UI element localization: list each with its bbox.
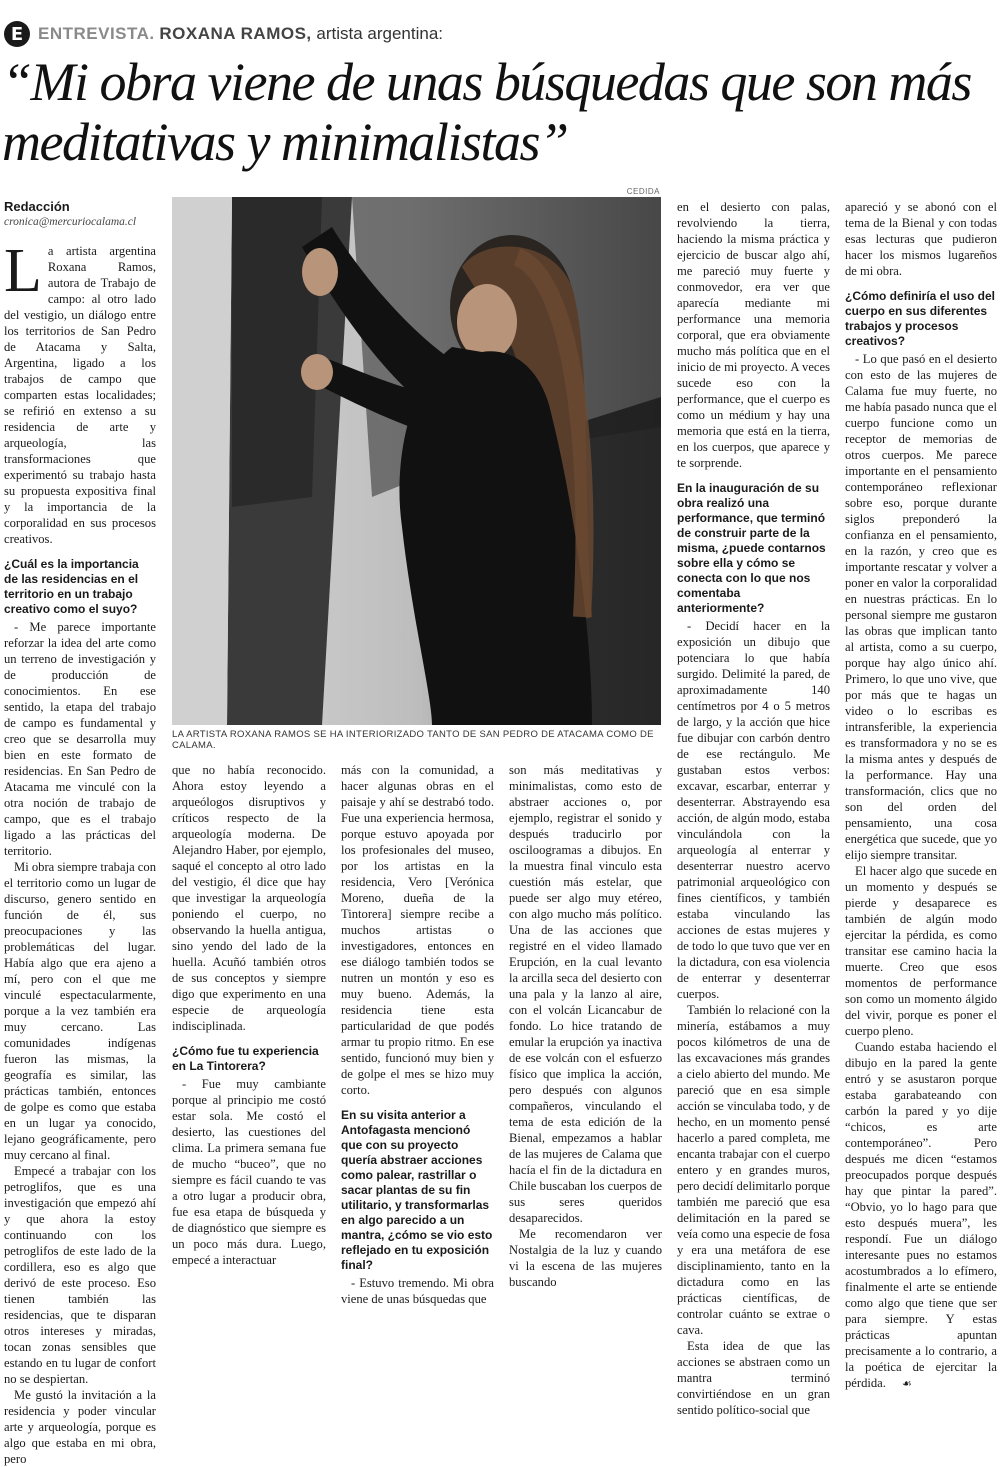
paragraph — [845, 1039, 997, 1392]
paragraph: más con la comunidad, a hacer algunas obras en el paisaje y ahí se destrabó todo. Fue una experiencia hermosa, porque estuvo apoyada por los profesionales del museo, por los artistas en la residencia, Vero [Verónica Moreno, dueña de la Tintorera] siempre recibe a muchos artistas o investigadores, entonces en ese diálogo también todos se nutren un montón y eso es muy bueno. Además, la residencia tiene esta particularidad de que podés armar tu propio ritmo. En ese sentido, funcionó muy bien y de golpe el mes se hizo muy corto. — [341, 763, 494, 1097]
article-column-3 — [341, 762, 494, 1307]
kicker-name: ROXANA RAMOS, — [159, 24, 312, 43]
photo-caption: LA ARTISTA ROXANA RAMOS SE HA INTERIORIZADO TANTO DE SAN PEDRO DE ATACAMA COMO DE CALAMA. — [172, 729, 654, 751]
photo-credit: CEDIDA — [626, 187, 660, 196]
lead-paragraph — [4, 237, 156, 547]
question: En su visita anterior a Antofagasta mencionó que con su proyecto quería abstraer acciones como palear, rastrillar o sacar plantas de su fin utilitario, y transformarlas en algo parecido a un mantra, ¿cómo se vio esto reflejado en tu exposición final? — [341, 1108, 493, 1272]
paragraph: También lo relacioné con la minería, estábamos a muy pocos kilómetros de una de las excavaciones más grandes a cielo abierto del mundo. Me pareció que en esa simple acción se vinculaba todo, y de hecho, en un momento pensé hacerlo a pared completa, me encanta trabajar con el cuerpo entero y en grandes muros, pero decidí delimitarlo porque también me pareció que esa delimitación en la pared se veía como una especie de fosa y era una metáfora de ese disciplinamiento, tanto en la dictadura como en las prácticas científicas, de controlar cuánto se extrae o cava. — [677, 1003, 830, 1337]
byline — [4, 199, 136, 228]
article-column-4 — [509, 762, 662, 1290]
end-mark-icon: ☙ — [901, 1377, 912, 1390]
article-photo — [172, 197, 661, 725]
paragraph: Me recomendaron ver Nostalgia de la luz y cuando vi la escena de las mujeres buscando — [509, 1227, 662, 1289]
paragraph: que no había reconocido. Ahora estoy leyendo a arqueólogos disruptivos y críticos respecto de la arqueología moderna. De Alejandro Haber, por ejemplo, saqué el concepto al otro lado del vestigio, él dice que hay que investigar la arqueología poniendo el cuerpo, no observando la huella antigua, sino yendo del lado de la huella. Acuñó también otros de sus conceptos y siempre digo que experimento en una especie de arqueología indisciplinada. — [172, 763, 326, 1033]
paragraph: Empecé a trabajar con los petroglifos, que es una investigación que empezó ahí y que ahora la estoy continuando con los petroglifos de este lado de la cordillera, eso es algo que derivó de este proceso. Eso tienen también las residencias, que te disparan otros intereses y miradas, tocan zonas sensibles que estando en tu lugar de confort no se despiertan. — [4, 1164, 156, 1386]
drop-cap: L — [4, 237, 42, 305]
question: ¿Cómo definiría el uso del cuerpo en sus diferentes trabajos y procesos creativos? — [845, 289, 996, 348]
paragraph: apareció y se abonó con el tema de la Bienal y con todas esas lecturas que pudieron hacer los mismos lugareños de mi obra. — [845, 200, 997, 278]
byline-author: Redacción — [4, 199, 70, 214]
kicker — [38, 24, 443, 44]
question: ¿Cómo fue tu experiencia en La Tintorera? — [172, 1044, 319, 1073]
paragraph: Me gustó la invitación a la residencia y poder vincular arte y arqueología, porque es algo que estaba en mi obra, pero — [4, 1388, 156, 1466]
paragraph: Mi obra siempre trabaja con el territorio como un lugar de discurso, genero sentido en función de él, sus preocupaciones y las problemáticas del lugar. Había algo que era ajeno a mí, pero con el que me vinculé espectacularmente, porque a la vez también era muy cercano. Las comunidades indígenas fueron las mismas, la geografía es similar, las prácticas también, entonces de golpe es como que estaba en un lugar ya conocido, lejano geográficamente, pero muy cercano al final. — [4, 860, 156, 1162]
paragraph: son más meditativas y minimalistas, como esto de abstraer acciones o, por ejemplo, registrar el sonido y después traducirlo por osciloogramas a dibujos. En la muestra final vinculo esta cuestión más estelar, que puede ser algo muy etéreo, con algo mucho más político. Una de las acciones que registré en el video llamado Erupción, en la cual levanto la arcilla seca del desierto con una pala y la lanzo al aire, con el volcán Licancabur de fondo. Lo hice tratando de emular la erupción ya inactiva de ese volcán con el esfuerzo físico que implica la acción, pero después con algunos compañeros, vinculando el tema de esta edición de la Bienal, empezamos a hablar de las mujeres de Calama que hacía el fin de la dictadura en Chile buscaban los cuerpos de sus seres queridos desaparecidos. — [509, 763, 662, 1225]
question: En la inauguración de su obra realizó una performance, que terminó de construir parte de la misma, ¿puede contarnos sobre ella y cómo se conecta con lo que nos comentaba anteriormente? — [677, 481, 826, 615]
section-badge: E — [4, 21, 30, 47]
closing-text: Cuando estaba haciendo el dibujo en la pared la gente entró y se asustaron porque estaba garabateando con carbón la pared y yo dije “chicos, es arte contemporáneo”. Pero después me dicen “estamos preocupados porque después hay que pintar la pared”. “Obvio, yo lo hago para que esto después muera”, les respondí. Fue un diálogo interesante pues no estamos acostumbrados a lo efímero, finalmente el arte se entiende como algo que tiene que ser para siempre. Y estas prácticas apuntan precisamente a lo contrario, a la poética de ejercitar la pérdida. — [845, 1040, 997, 1390]
paragraph: - Decidí hacer en la exposición un dibujo que potenciara lo que había surgido. Delimité la pared, de aproximadamente 140 centímetros por 4 o 5 metros de largo, y la acción que hice fue dibujar con carbón dentro de ese rectángulo. Me gustaban estos verbos: excavar, escarbar, enterrar y desenterrar. Abstrayendo esa acción, de algún modo, estaba vinculándola con la arqueología al enterrar y desenterrar nuestro acervo patrimonial arqueológico con fines científicos, y también estaba vinculando las acciones de estas mujeres y de todo lo que tuvo que ver en la dictadura, con esa violencia de enterrar y desenterrar cuerpos. — [677, 619, 830, 1001]
paragraph: Esta idea de que las acciones se abstraen como un mantra terminó convirtiéndose en un gran sentido político-social que — [677, 1339, 830, 1417]
section-header — [4, 20, 443, 48]
article-column-5 — [677, 199, 830, 1418]
photo-artist-drawing-icon — [172, 197, 661, 725]
kicker-section: ENTREVISTA. — [38, 24, 155, 43]
article-column-6 — [845, 199, 997, 1392]
question: ¿Cuál es la importancia de las residencias en el territorio en un trabajo creativo como el suyo? — [4, 557, 139, 616]
paragraph: en el desierto con palas, revolviendo la tierra, haciendo la misma práctica y ejercicio de buscar algo ahí, me pareció muy fuerte y conmovedor, era ver que aparecía mediante mi performance una memoria corporal, que era obviamente mucho más política que en el inicio de mi proyecto. A veces sucede eso con la performance, que el cuerpo es como un médium y hay una memoria que está en la tierra, en los cuerpos, que aparece y te sorprende. — [677, 200, 830, 470]
paragraph: - Estuvo tremendo. Mi obra viene de unas búsquedas que — [341, 1276, 494, 1306]
headline: “Mi obra viene de unas búsquedas que son más meditativas y minimalistas” — [2, 52, 971, 172]
paragraph: El hacer algo que sucede en un momento y después se pierde y desaparece es también de algún modo ejercitar la pérdida, es como transitar ese camino hacia la muerte. Creo que esos momentos de performance son como un momento álgido del vivir, porque es poner el cuerpo pleno. — [845, 864, 997, 1038]
article-column-1 — [4, 237, 156, 1467]
paragraph: - Fue muy cambiante porque al principio me costó estar sola. Me costó el desierto, las cuestiones del clima. La primera semana fue de mucho “buceo”, que no siempre es fácil cuando te vas a otro lugar a producir obra, fue esa etapa de búsqueda y de diagnóstico que siempre es un poco más dura. Luego, empecé a interactuar — [172, 1077, 326, 1267]
lead-text: a artista argentina Roxana Ramos, autora de Trabajo de campo: al otro lado del vestigio, un diálogo entre los territorios de San Pedro de Atacama y Salta, Argentina, ligado a los trabajos de campo que comparten estas localidades; se refirió en extenso a su residencia de arte y arqueología, las transformaciones que experimentó su trabajo hasta su propuesta expositiva final y la importancia de la corporalidad en sus procesos creativos. — [4, 244, 156, 546]
paragraph: - Lo que pasó en el desierto con esto de las mujeres de Calama fue muy fuerte, no me había pasado nunca que el cuerpo funcione como un receptor de memorias de otros cuerpos. Me parece importante en el pensamiento contemporáneo reflexionar sobre eso, porque durante siglos preponderó la confianza en el pensamiento, en la razón, y creo que es importante rescatar y volver a poner en valor la corporalidad en nuestras prácticas. En lo personal siempre me gustaron las obras que implican tanto al artista, como a su cuerpo, porque hay algo único ahí. Primero, lo que uno vive, que por más que te hagas un video o lo escribas es intransferible, la experiencia es transformadora y no se es la misma antes y después de la performance. Hay una transformación, clics que no son del orden del pensamiento, una cosa energética que sucede, que yo elijo siempre transitar. — [845, 352, 997, 862]
byline-email[interactable]: cronica@mercuriocalama.cl — [4, 216, 137, 228]
article-column-2 — [172, 762, 326, 1268]
kicker-subtitle: artista argentina: — [316, 24, 444, 43]
paragraph: - Me parece importante reforzar la idea del arte como un terreno de investigación y de producción de conocimientos. En ese sentido, la etapa del trabajo de campo es fundamental y creo que se desarrolla muy bien en este formato de residencias. En San Pedro de Atacama me vinculé con la otra noción de trabajo de campo, que es el trabajo ligado a las prácticas del territorio. — [4, 620, 156, 858]
